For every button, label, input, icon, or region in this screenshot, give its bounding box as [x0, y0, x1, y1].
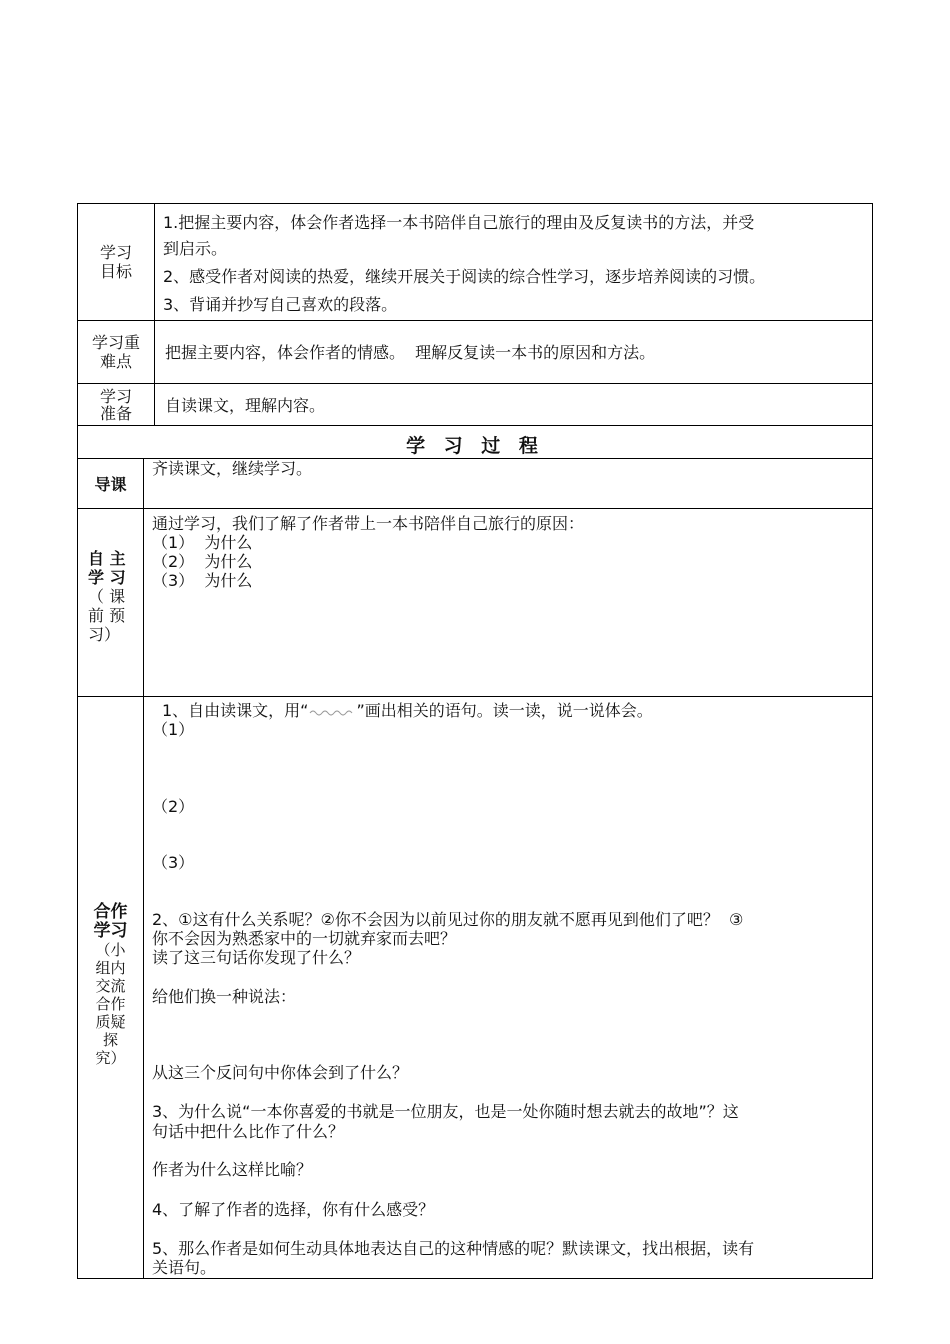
coop-label-sub-3: 交流 — [95, 977, 126, 995]
goal-line-2: 到启示。 — [163, 239, 228, 258]
self-study-line-4: （3） 为什么 — [152, 571, 253, 590]
coop-q1-item-2: （2） — [152, 797, 195, 816]
key-points-row — [78, 321, 872, 384]
self-study-label-5: 习） — [88, 625, 121, 644]
coop-q2-line-3: 读了这三句话你发现了什么？ — [152, 948, 361, 967]
key-points-text: 把握主要内容，体会作者的情感。 理解反复读一本书的原因和方法。 — [165, 343, 656, 362]
key-points-label-cell — [78, 321, 155, 383]
study-plan-table — [77, 203, 873, 1279]
self-study-line-1: 通过学习，我们了解了作者带上一本书陪伴自己旅行的原因： — [152, 514, 585, 533]
coop-label-sub-5: 质疑 — [95, 1013, 126, 1031]
coop-q5-line-2: 关语句。 — [152, 1258, 217, 1277]
coop-label-sub-1: （小 — [95, 941, 126, 959]
coop-q1-item-3: （3） — [152, 853, 195, 872]
coop-q5-line-1: 5、那么作者是如何生动具体地表达自己的这种情感的呢？默读课文，找出根据，读有 — [152, 1239, 755, 1258]
coop-label-1: 合作 — [93, 902, 128, 922]
goal-line-4: 3、背诵并抄写自己喜欢的段落。 — [163, 295, 398, 314]
coop-label-cell — [78, 697, 144, 1278]
coop-q3-line-2: 句话中把什么比作了什么？ — [152, 1122, 345, 1141]
self-study-content — [144, 509, 872, 696]
process-title: 学 习 过 程 — [406, 435, 544, 457]
intro-label: 导课 — [94, 475, 127, 494]
goals-label: 学习目标 — [99, 243, 132, 281]
preparation-row — [78, 384, 872, 426]
self-study-label-2: 学 习 — [88, 568, 126, 587]
coop-q3-line-1: 3、为什么说“一本你喜爱的书就是一位朋友，也是一处你随时想去就去的故地”？这 — [152, 1102, 739, 1121]
coop-label-sub-4: 合作 — [95, 995, 126, 1013]
preparation-label-2: 准备 — [99, 403, 132, 423]
intro-content — [144, 459, 872, 508]
coop-q1-before: 1、自由读课文，用“ — [162, 701, 309, 720]
coop-label-sub-2: 组内 — [95, 959, 126, 977]
coop-label-sub-6: 探 — [102, 1031, 118, 1049]
goal-line-3: 2、感受作者对阅读的热爱，继续开展关于阅读的综合性学习，逐步培养阅读的习惯。 — [163, 267, 766, 286]
self-study-line-3: （2） 为什么 — [152, 552, 253, 571]
coop-q4: 4、了解了作者的选择，你有什么感受？ — [152, 1200, 435, 1219]
goals-content — [155, 204, 872, 320]
intro-text: 齐读课文，继续学习。 — [152, 459, 313, 478]
process-title-row — [78, 426, 872, 459]
coop-q2-line-2: 你不会因为熟悉家中的一切就弃家而去吧？ — [152, 929, 457, 948]
self-study-label-cell — [78, 509, 144, 696]
self-study-label-3: （ 课 — [88, 587, 126, 606]
coop-q1-after: ”画出相关的语句。读一读，说一说体会。 — [356, 701, 653, 720]
goals-label-cell — [78, 204, 155, 320]
preparation-content — [155, 384, 872, 425]
preparation-label-1: 学习 — [99, 386, 132, 406]
coop-q2-line-4: 给他们换一种说法： — [152, 987, 297, 1006]
key-points-label-2: 难点 — [99, 352, 132, 371]
coop-q2-line-1: 2、①这有什么关系呢？②你不会因为以前见过你的朋友就不愿再见到他们了吧？ ③ — [152, 910, 744, 929]
intro-label-cell — [78, 459, 144, 508]
intro-row — [78, 459, 872, 509]
key-points-content — [155, 321, 872, 383]
goals-row — [78, 204, 872, 321]
coop-q3-line-3: 作者为什么这样比喻？ — [152, 1160, 313, 1179]
coop-q1-item-1: （1） — [152, 720, 195, 739]
self-study-label-4: 前 预 — [88, 606, 126, 625]
preparation-label-cell — [78, 384, 155, 425]
self-study-label-1: 自 主 — [88, 549, 126, 568]
coop-q1 — [162, 701, 653, 720]
coop-label-sub-7: 究） — [95, 1049, 126, 1067]
self-study-row — [78, 509, 872, 697]
coop-row — [78, 697, 872, 1278]
coop-content — [144, 697, 872, 1278]
preparation-text: 自读课文，理解内容。 — [165, 396, 326, 415]
wavy-underline-icon — [308, 707, 356, 717]
coop-q2-line-5: 从这三个反问句中你体会到了什么？ — [152, 1063, 409, 1082]
coop-label-2: 学习 — [93, 921, 128, 941]
self-study-line-2: （1） 为什么 — [152, 533, 253, 552]
key-points-label-1: 学习重 — [91, 333, 140, 352]
goal-line-1: 1.把握主要内容，体会作者选择一本书陪伴自己旅行的理由及反复读书的方法，并受 — [163, 213, 755, 232]
